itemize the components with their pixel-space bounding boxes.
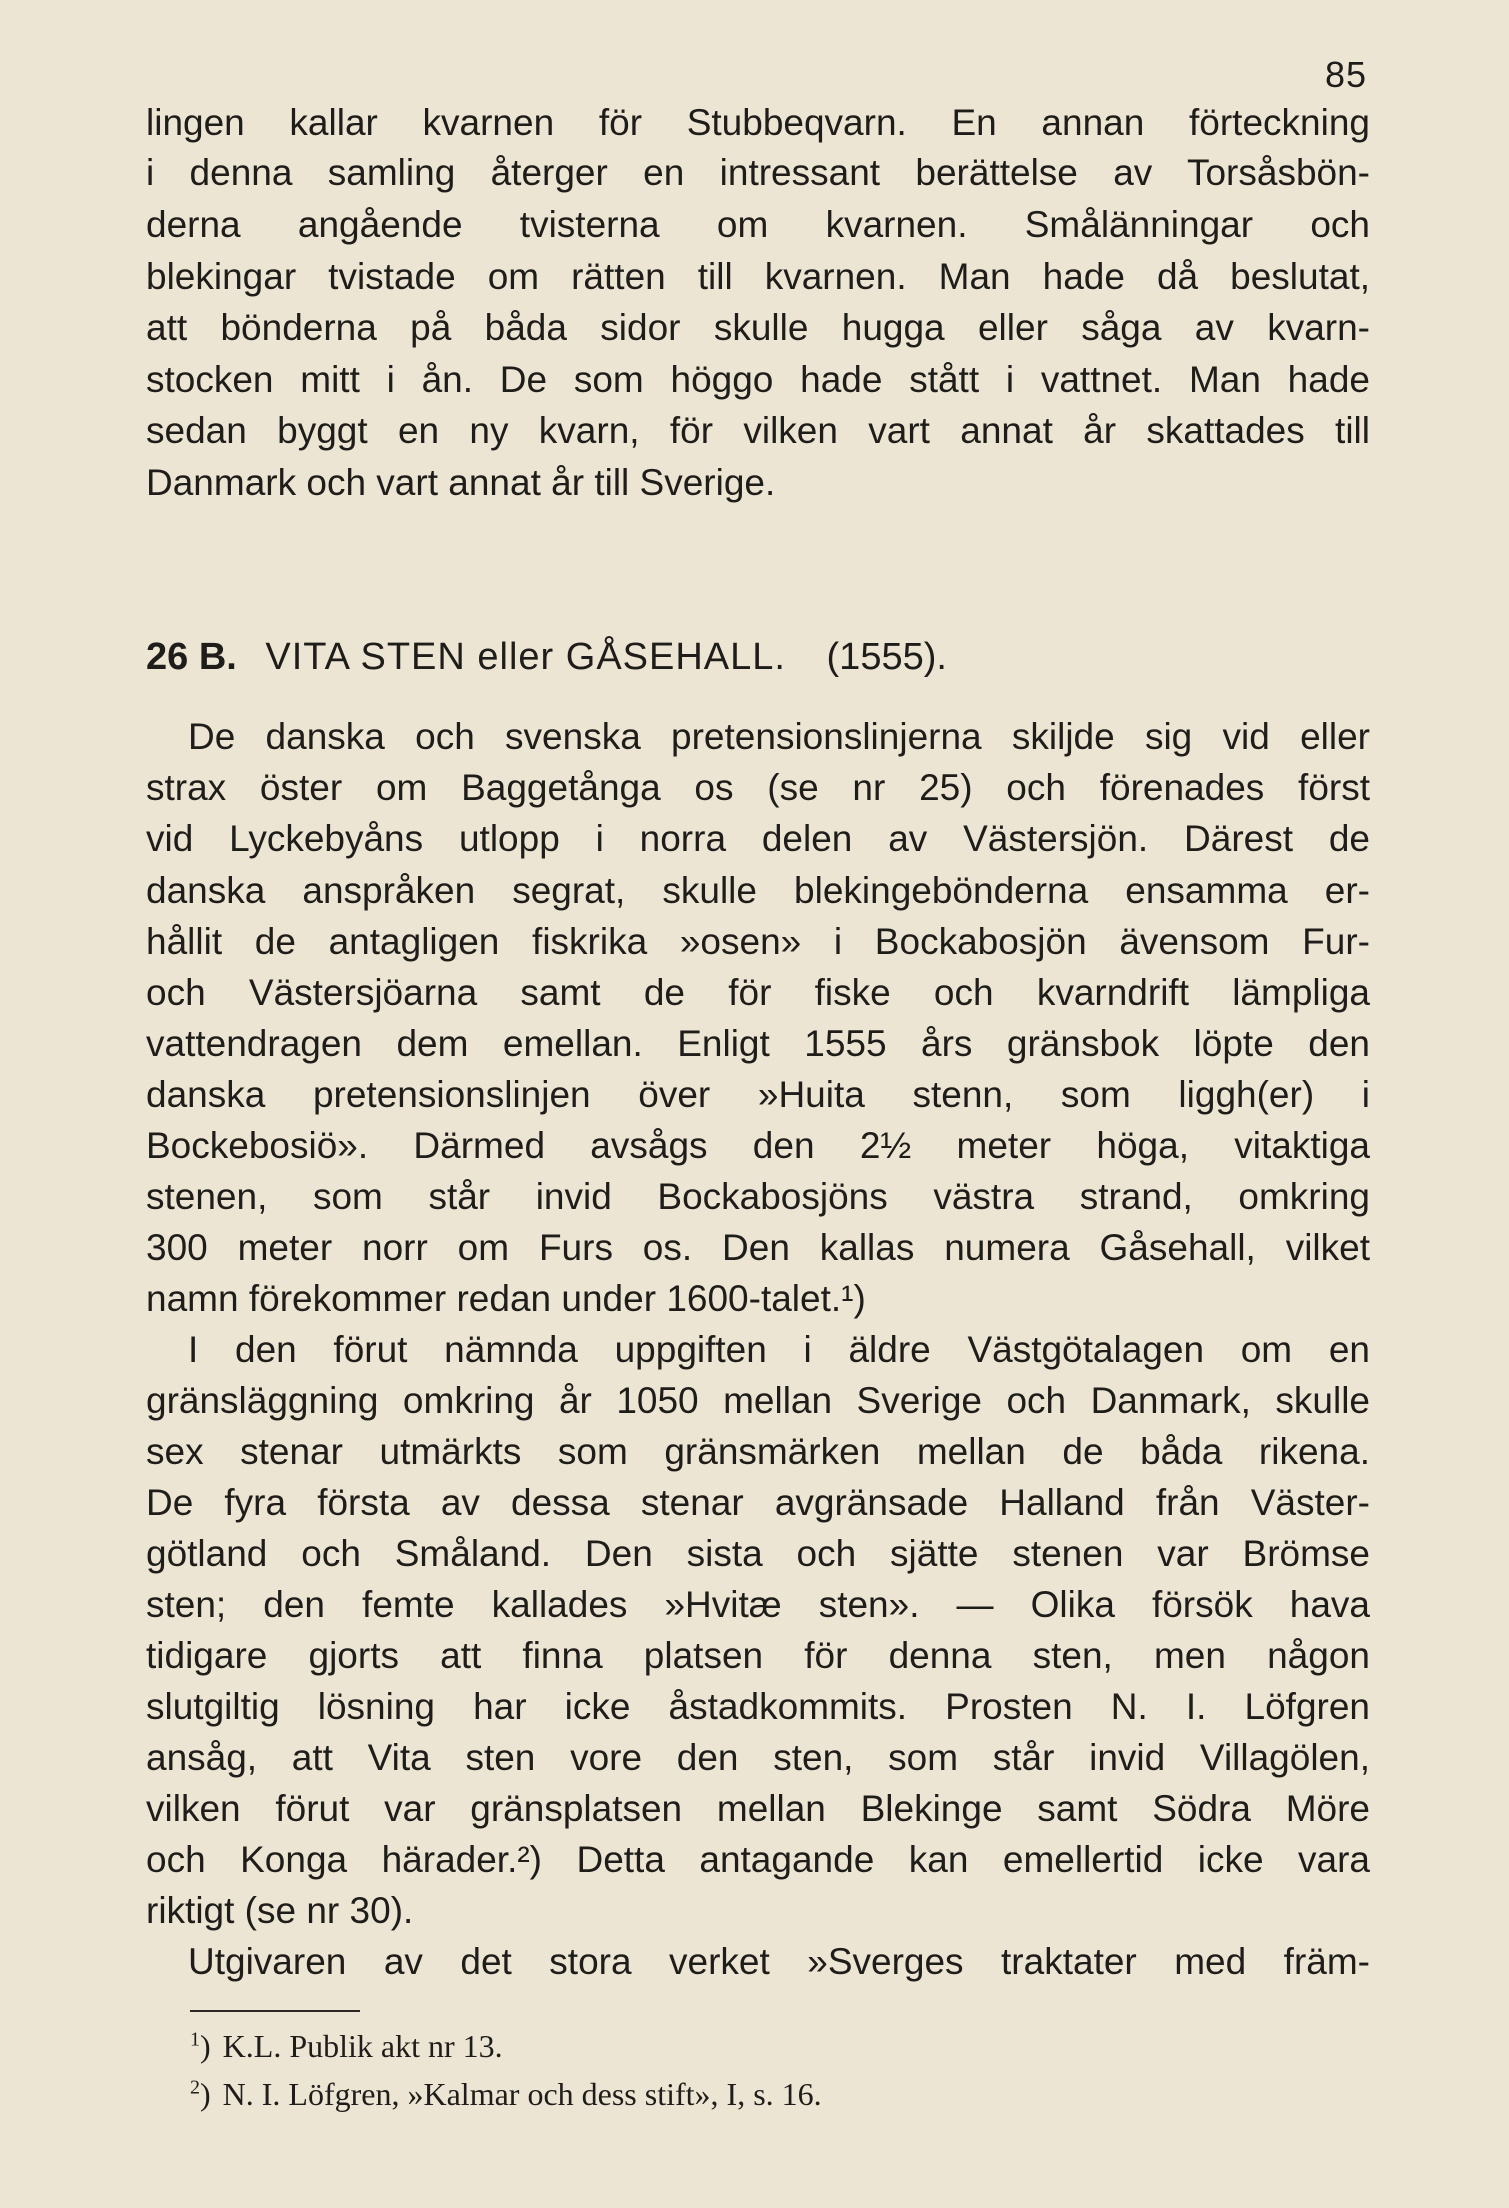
text-line: Danmark och vart annat år till Sverige. xyxy=(146,462,776,503)
text-line: blekingar tvistade om rätten till kvarnen. Man hade då beslutat, xyxy=(146,256,1370,297)
footnote: $^1$) K.L. Publik akt nr 13. xyxy=(190,2028,503,2064)
footnote-divider xyxy=(190,2010,360,2012)
text-line: tidigare gjorts att finna platsen för denna sten, men någon xyxy=(146,1635,1370,1676)
text-line: götland och Småland. Den sista och sjätte stenen var Brömse xyxy=(146,1533,1370,1574)
text-line: sex stenar utmärkts som gränsmärken mellan de båda rikena. xyxy=(146,1431,1370,1472)
text-line: De danska och svenska pretensionslinjerna skiljde sig vid eller xyxy=(188,716,1370,757)
text-line: gränsläggning omkring år 1050 mellan Sverige och Danmark, skulle xyxy=(146,1380,1370,1421)
text-line: att bönderna på båda sidor skulle hugga eller såga av kvarn- xyxy=(146,307,1370,348)
text-line: derna angående tvisterna om kvarnen. Smålänningar och xyxy=(146,204,1370,245)
text-line: lingen kallar kvarnen för Stubbeqvarn. En annan förteckning xyxy=(146,102,1370,143)
text-line: strax öster om Baggetånga os (se nr 25) och förenades först xyxy=(146,767,1370,808)
text-line: och Konga härader.²) Detta antagande kan emellertid icke vara xyxy=(146,1839,1370,1880)
footnote-mark: 2 xyxy=(190,2076,200,2099)
section-title: VITA STEN eller GÅSEHALL. xyxy=(265,636,786,678)
footnote-text: N. I. Löfgren, »Kalmar och dess stift», I, s. 16. xyxy=(222,2076,822,2112)
text-line: riktigt (se nr 30). xyxy=(146,1890,414,1931)
footnote-text: K.L. Publik akt nr 13. xyxy=(222,2028,503,2064)
text-line: ansåg, att Vita sten vore den sten, som står invid Villagölen, xyxy=(146,1737,1370,1778)
text-line: sedan byggt en ny kvarn, för vilken vart annat år skattades till xyxy=(146,410,1370,451)
text-line: stocken mitt i ån. De som höggo hade stått i vattnet. Man hade xyxy=(146,359,1370,400)
page-number: 85 xyxy=(1324,54,1367,95)
text-line: vid Lyckebyåns utlopp i norra delen av Västersjön. Därest de xyxy=(146,818,1370,859)
text-line: stenen, som står invid Bockabosjöns västra strand, omkring xyxy=(146,1176,1370,1217)
text-line: slutgiltig lösning har icke åstadkommits. Prosten N. I. Löfgren xyxy=(146,1686,1370,1727)
footnote-mark: 1 xyxy=(190,2028,200,2051)
text-line: och Västersjöarna samt de för fiske och kvarndrift lämpliga xyxy=(146,972,1370,1013)
text-line: i denna samling återger en intressant berättelse av Torsåsbön- xyxy=(146,152,1370,193)
section-heading xyxy=(146,632,947,682)
section-number: 26 B. xyxy=(146,636,237,678)
text-line: namn förekommer redan under 1600-talet.¹) xyxy=(146,1278,866,1319)
text-line: vattendragen dem emellan. Enligt 1555 års gränsbok löpte den xyxy=(146,1023,1370,1064)
text-line: vilken förut var gränsplatsen mellan Blekinge samt Södra Möre xyxy=(146,1788,1370,1829)
text-line: De fyra första av dessa stenar avgränsade Halland från Väster- xyxy=(146,1482,1370,1523)
text-line: 300 meter norr om Furs os. Den kallas numera Gåsehall, vilket xyxy=(146,1227,1370,1268)
text-line: hållit de antagligen fiskrika »osen» i Bockabosjön ävensom Fur- xyxy=(146,921,1370,962)
text-line: I den förut nämnda uppgiften i äldre Västgötalagen om en xyxy=(188,1329,1370,1370)
text-line: Bockebosiö». Därmed avsågs den 2½ meter höga, vitaktiga xyxy=(146,1125,1370,1166)
text-line: Utgivaren av det stora verket »Sverges traktater med främ- xyxy=(188,1941,1370,1982)
footnote: $^2$) N. I. Löfgren, »Kalmar och dess stift», I, s. 16. xyxy=(190,2076,822,2112)
text-line: sten; den femte kallades »Hvitæ sten». — Olika försök hava xyxy=(146,1584,1370,1625)
text-line: danska pretensionslinjen över »Huita stenn, som liggh(er) i xyxy=(146,1074,1370,1115)
text-line: danska anspråken segrat, skulle blekingebönderna ensamma er- xyxy=(146,870,1370,911)
section-year: (1555). xyxy=(826,636,947,678)
